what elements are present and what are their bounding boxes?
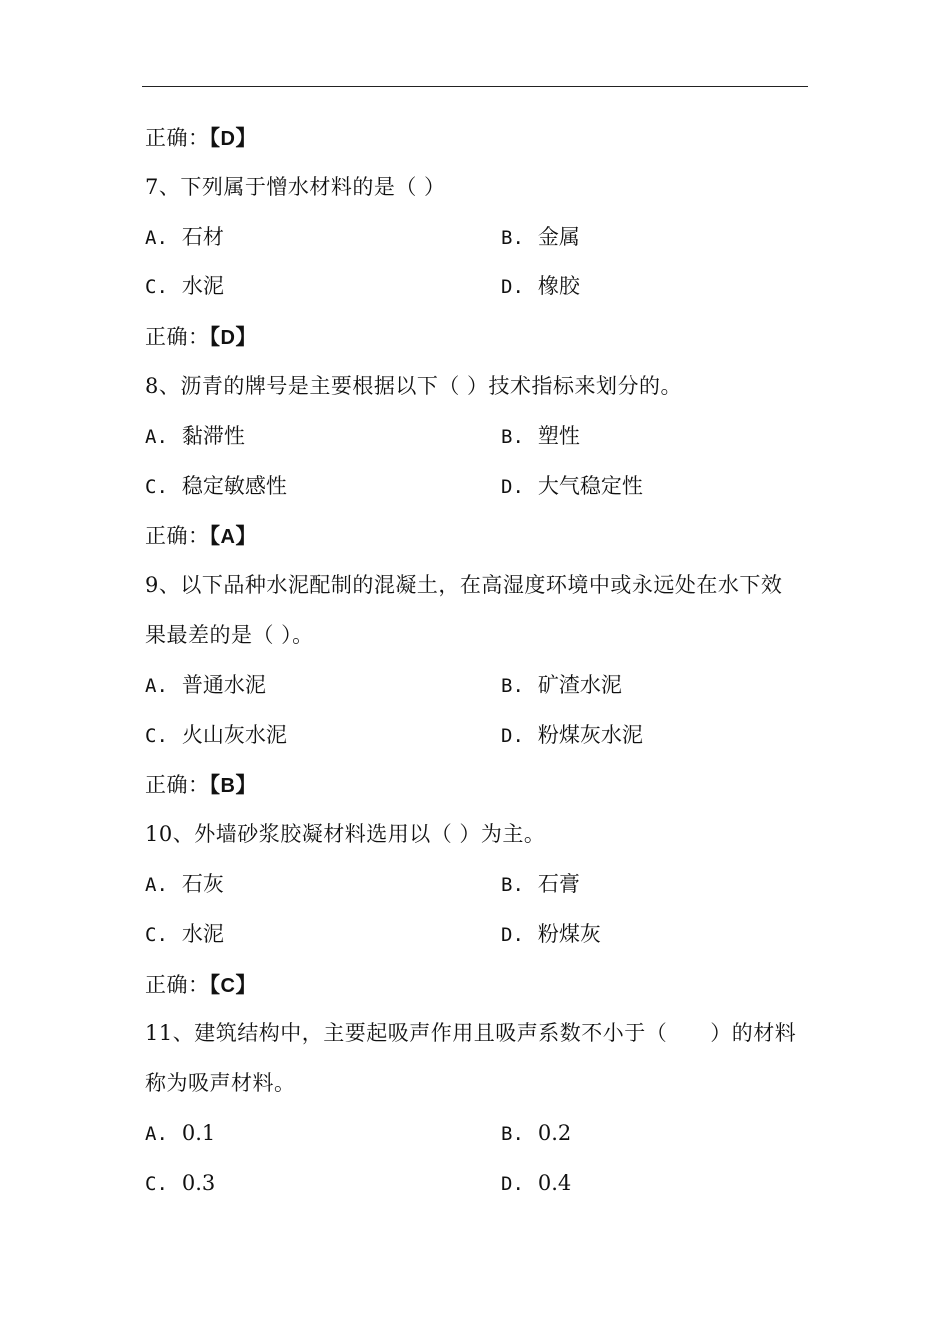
question-list xyxy=(145,113,808,1209)
option-row xyxy=(145,412,808,462)
option-text: 稳定敏感性 xyxy=(181,473,287,498)
option-item xyxy=(145,711,501,761)
option-item xyxy=(145,1159,501,1209)
option-letter: D. xyxy=(501,724,524,747)
answer-prefix: 正确： xyxy=(145,126,210,150)
option-item xyxy=(145,910,501,960)
option-item xyxy=(501,860,801,910)
option-item xyxy=(501,213,801,263)
option-row xyxy=(145,1159,808,1209)
option-text: 0.1 xyxy=(181,1120,216,1145)
option-item xyxy=(145,213,501,263)
option-row xyxy=(145,910,808,960)
option-item xyxy=(145,262,501,312)
answer-letter: A xyxy=(220,526,236,549)
option-letter: B. xyxy=(501,674,524,697)
option-letter: A. xyxy=(145,873,168,896)
option-item xyxy=(501,462,801,512)
question-stem: 称为吸声材料。 xyxy=(145,1071,296,1096)
option-item xyxy=(145,1109,501,1159)
option-text: 水泥 xyxy=(181,921,224,946)
answer-letter: D xyxy=(220,128,236,150)
option-letter: C. xyxy=(145,1172,168,1195)
answer-letter: D xyxy=(220,327,236,350)
answer-letter: B xyxy=(220,775,236,798)
option-text: 粉煤灰 xyxy=(537,921,601,946)
option-letter: B. xyxy=(501,226,524,249)
question-stem: 11、建筑结构中，主要起吸声作用且吸声系数不小于（ ）的材料 xyxy=(145,1021,797,1046)
option-letter: A. xyxy=(145,226,168,249)
option-text: 0.2 xyxy=(537,1120,572,1145)
answer-line xyxy=(145,760,808,810)
option-item xyxy=(145,412,501,462)
option-row xyxy=(145,661,808,711)
option-letter: D. xyxy=(501,923,524,946)
option-row xyxy=(145,462,808,512)
option-text: 粉煤灰水泥 xyxy=(537,722,643,747)
option-item xyxy=(145,661,501,711)
answer-bracket-close: 】 xyxy=(235,324,257,350)
option-item xyxy=(501,1109,801,1159)
answer-prefix: 正确： xyxy=(145,524,210,549)
option-text: 矿渣水泥 xyxy=(537,672,622,697)
answer-letter: C xyxy=(220,974,236,997)
option-row xyxy=(145,1109,808,1159)
answer-bracket-close: 】 xyxy=(235,971,257,997)
header-rule xyxy=(142,86,808,87)
option-row xyxy=(145,262,808,312)
option-item xyxy=(501,262,801,312)
answer-bracket-close: 】 xyxy=(235,772,257,798)
option-text: 大气稳定性 xyxy=(537,473,643,498)
answer-bracket-open: 【 xyxy=(209,772,221,798)
answer-line xyxy=(145,312,808,362)
answer-line xyxy=(145,113,808,163)
option-text: 金属 xyxy=(537,224,580,249)
option-item xyxy=(145,860,501,910)
option-letter: B. xyxy=(501,1122,524,1145)
answer-bracket-open: 【 xyxy=(209,125,221,150)
option-text: 塑性 xyxy=(537,423,580,448)
option-text: 0.4 xyxy=(537,1170,572,1195)
option-text: 0.3 xyxy=(181,1170,216,1195)
option-text: 普通水泥 xyxy=(181,672,266,697)
option-letter: D. xyxy=(501,276,524,299)
option-letter: A. xyxy=(145,674,168,697)
option-text: 石材 xyxy=(181,224,224,249)
question-stem: 10、外墙砂浆胶凝材料选用以（ ）为主。 xyxy=(145,822,546,847)
option-text: 火山灰水泥 xyxy=(181,722,287,747)
answer-prefix: 正确： xyxy=(145,972,210,997)
question-stem: 果最差的是（ ）。 xyxy=(145,622,314,647)
answer-line xyxy=(145,511,808,561)
option-letter: D. xyxy=(501,1172,524,1195)
option-item xyxy=(501,1159,801,1209)
question-stem: 8、沥青的牌号是主要根据以下（ ）技术指标来划分的。 xyxy=(145,373,683,398)
option-item xyxy=(501,910,801,960)
option-item xyxy=(501,412,801,462)
option-letter: D. xyxy=(501,475,524,498)
answer-bracket-open: 【 xyxy=(209,523,221,549)
option-letter: A. xyxy=(145,1122,168,1145)
option-text: 橡胶 xyxy=(537,274,580,299)
option-row xyxy=(145,711,808,761)
option-letter: C. xyxy=(145,475,168,498)
answer-prefix: 正确： xyxy=(145,325,210,350)
answer-line xyxy=(145,960,808,1010)
answer-bracket-close: 】 xyxy=(235,523,257,549)
option-letter: A. xyxy=(145,425,168,448)
option-text: 水泥 xyxy=(181,274,224,299)
answer-bracket-open: 【 xyxy=(209,324,221,350)
answer-bracket-close: 】 xyxy=(235,125,257,150)
option-letter: C. xyxy=(145,923,168,946)
option-row xyxy=(145,213,808,263)
answer-prefix: 正确： xyxy=(145,773,210,798)
option-letter: B. xyxy=(501,425,524,448)
option-text: 黏滞性 xyxy=(181,423,245,448)
question-stem: 9、以下品种水泥配制的混凝土，在高湿度环境中或永远处在水下效 xyxy=(145,573,783,598)
option-letter: B. xyxy=(501,873,524,896)
option-text: 石灰 xyxy=(181,871,224,896)
option-item xyxy=(145,462,501,512)
option-letter: C. xyxy=(145,724,168,747)
option-text: 石膏 xyxy=(537,871,580,896)
option-row xyxy=(145,860,808,910)
option-item xyxy=(501,661,801,711)
question-stem: 7、下列属于憎水材料的是（ ） xyxy=(145,174,446,199)
answer-bracket-open: 【 xyxy=(209,971,221,997)
option-item xyxy=(501,711,801,761)
option-letter: C. xyxy=(145,276,168,299)
